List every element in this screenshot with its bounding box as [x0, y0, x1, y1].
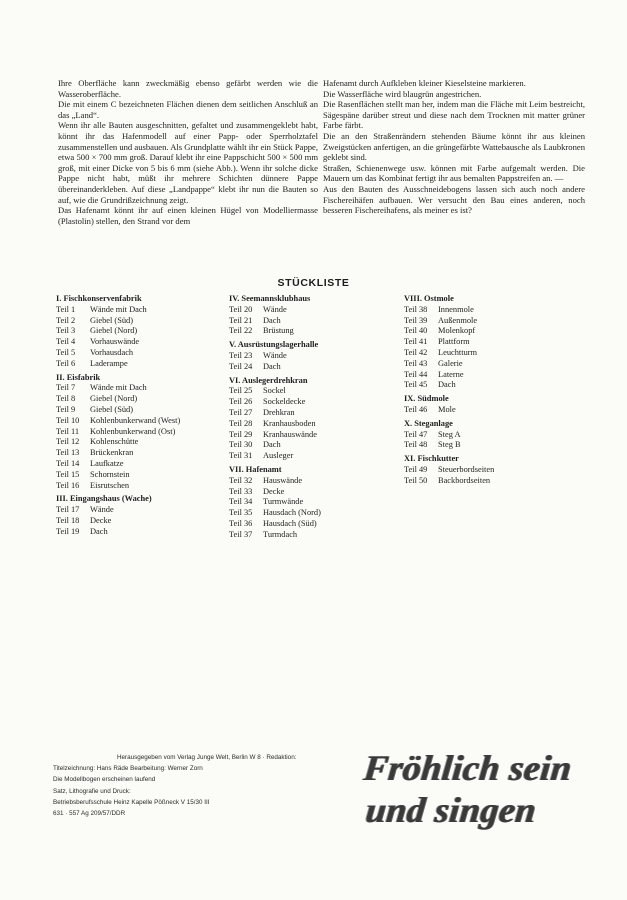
part-number: Teil 22 — [229, 326, 253, 336]
parts-section-title: I. Fischkonservenfabrik — [56, 294, 142, 303]
parts-list-column — [404, 294, 579, 490]
parts-list-item — [56, 383, 231, 394]
part-name: Wände — [263, 304, 287, 314]
part-name: Dach — [263, 440, 281, 450]
imprint-line: Titelzeichnung: Hans Räde Bearbeitung: Werner Zorn — [53, 765, 203, 773]
parts-section — [56, 294, 231, 370]
part-name: Decke — [263, 486, 285, 496]
part-number: Teil 32 — [229, 475, 253, 485]
part-number: Teil 17 — [56, 505, 80, 515]
part-name: Steg A — [438, 429, 461, 439]
parts-list-item — [56, 505, 231, 516]
part-name: Außenmole — [438, 315, 478, 325]
part-name: Laderampe — [90, 358, 128, 368]
parts-section-title: VII. Hafenamt — [229, 464, 282, 474]
parts-section — [229, 294, 404, 337]
part-name: Wände — [90, 505, 114, 515]
part-number: Teil 28 — [229, 418, 253, 428]
part-name: Giebel (Süd) — [90, 315, 134, 325]
part-number: Teil 14 — [56, 458, 80, 468]
part-number: Teil 50 — [404, 475, 428, 485]
part-name: Vorhauswände — [90, 337, 140, 347]
parts-list-item — [56, 427, 231, 438]
part-number: Teil 26 — [229, 397, 253, 407]
part-number: Teil 9 — [56, 404, 76, 414]
instruction-paragraph: Die Wasserfläche wird blaugrün angestrichen. — [323, 88, 482, 99]
part-number: Teil 16 — [56, 480, 80, 490]
parts-list-item — [404, 440, 579, 451]
part-name: Hauswände — [263, 475, 303, 485]
instruction-paragraph: Ihre Oberfläche kann zweckmäßig ebenso gefärbt werden wie die Wasseroberfläche. — [58, 78, 318, 99]
parts-list-item — [56, 305, 231, 316]
parts-list-item — [56, 359, 231, 370]
parts-section-title: VIII. Ostmole — [404, 294, 454, 303]
part-name: Eisrutschen — [90, 480, 130, 490]
parts-list-item — [56, 527, 231, 538]
part-name: Giebel (Süd) — [90, 404, 134, 414]
part-number: Teil 31 — [229, 451, 253, 461]
part-name: Kohlenbunkerwand (Ost) — [90, 426, 176, 436]
parts-list-item — [404, 476, 579, 487]
parts-list-item — [404, 405, 579, 416]
part-name: Schornstein — [90, 469, 130, 479]
parts-list-item — [404, 326, 579, 337]
parts-list-column — [56, 294, 231, 541]
series-stamp-logo — [361, 748, 594, 840]
parts-section — [404, 454, 579, 486]
part-number: Teil 7 — [56, 383, 76, 393]
instruction-paragraph: Wenn ihr alle Bauten ausgeschnitten, gefaltet und zusammengeklebt habt, könnt ihr das Hafenmodell auf einer Papp- oder Sperrholztafel zusammenstellen und ausbauen. Als Grundplatte wählt ihr ein Stück Pappe, etwa 500 × 700 mm groß. Darauf klebt ihr eine Pappschicht 500 × 500 mm groß, mit einer Dicke von 5 bis 6 mm (siehe Abb.). Wenn ihr solche dicke Pappe nicht habt, müßt ihr mehrere Schichten dünnere Pappe übereinanderkleben. Auf diese „Landpappe“ klebt ihr nun die Bauten so auf, wie die Grundrißzeichnung zeigt. — [58, 120, 318, 205]
part-number: Teil 40 — [404, 326, 428, 336]
parts-list-item — [229, 397, 404, 408]
part-name: Dach — [90, 526, 108, 536]
part-name: Brückenkran — [90, 448, 134, 458]
part-name: Galerie — [438, 358, 463, 368]
parts-list-item — [56, 437, 231, 448]
part-number: Teil 41 — [404, 337, 428, 347]
part-name: Sockel — [263, 386, 286, 396]
parts-list-column — [229, 294, 404, 544]
parts-list-item — [229, 419, 404, 430]
part-name: Mole — [438, 404, 456, 414]
parts-list-item — [404, 348, 579, 359]
imprint-line: Satz, Lithografie und Druck: — [53, 787, 131, 795]
parts-list-item — [229, 305, 404, 316]
parts-section — [229, 340, 404, 372]
parts-section-title: X. Steganlage — [404, 418, 453, 428]
parts-list-item — [404, 305, 579, 316]
part-number: Teil 1 — [56, 304, 76, 314]
part-number: Teil 45 — [404, 380, 428, 390]
parts-list-item — [404, 430, 579, 441]
part-name: Drehkran — [263, 407, 295, 417]
part-name: Kohlenbunkerwand (West) — [90, 415, 181, 425]
part-number: Teil 49 — [404, 464, 428, 474]
imprint-line: Betriebsberufsschule Heinz Kapelle Pößneck V 15/30 III — [53, 798, 210, 806]
parts-list-item — [56, 416, 231, 427]
instruction-paragraph: Die an den Straßenrändern stehenden Bäume könnt ihr aus kleinen Zweigstücken anfertigen, an die grüngefärbte Wattebausche als Laubkronen geklebt sind. — [323, 130, 585, 163]
parts-section — [404, 394, 579, 416]
part-name: Backbordseiten — [438, 475, 491, 485]
imprint-line: Die Modellbogen erscheinen laufend — [53, 776, 156, 784]
part-number: Teil 39 — [404, 315, 428, 325]
parts-list-item — [229, 408, 404, 419]
part-number: Teil 24 — [229, 361, 253, 371]
parts-section-title: II. Eisfabrik — [56, 372, 101, 382]
part-name: Leuchtturm — [438, 347, 478, 357]
parts-list-item — [56, 337, 231, 348]
part-number: Teil 44 — [404, 369, 428, 379]
parts-list-item — [404, 380, 579, 391]
part-name: Giebel (Nord) — [90, 394, 138, 404]
part-name: Molenkopf — [438, 326, 476, 336]
part-number: Teil 8 — [56, 394, 76, 404]
part-number: Teil 47 — [404, 429, 428, 439]
part-name: Giebel (Nord) — [90, 326, 138, 336]
stamp-line-1: Fröhlich sein — [361, 748, 574, 788]
parts-list-item — [229, 497, 404, 508]
parts-section-title: XI. Fischkutter — [404, 454, 459, 464]
parts-list-item — [229, 440, 404, 451]
part-name: Plattform — [438, 337, 470, 347]
parts-list-item — [229, 316, 404, 327]
parts-section-title: V. Ausrüstungslagerhalle — [229, 340, 319, 350]
part-number: Teil 38 — [404, 304, 428, 314]
parts-list-item — [229, 430, 404, 441]
part-name: Dach — [263, 361, 281, 371]
parts-section-title: IV. Seemannsklubhaus — [229, 294, 311, 303]
part-name: Laufkatze — [90, 458, 124, 468]
part-number: Teil 35 — [229, 508, 253, 518]
parts-section-title: VI. Auslegerdrehkran — [229, 375, 308, 385]
parts-section — [229, 465, 404, 541]
parts-list-item — [56, 470, 231, 481]
instructions-right-column — [323, 78, 585, 216]
part-number: Teil 3 — [56, 326, 76, 336]
part-number: Teil 34 — [229, 497, 253, 507]
parts-list-item — [56, 316, 231, 327]
part-name: Kranhauswände — [263, 429, 317, 439]
part-number: Teil 12 — [56, 437, 80, 447]
parts-list-item — [56, 459, 231, 470]
parts-list-item — [404, 370, 579, 381]
parts-list-item — [404, 465, 579, 476]
parts-list-item — [229, 351, 404, 362]
part-name: Dach — [263, 315, 281, 325]
parts-section — [404, 294, 579, 391]
part-number: Teil 13 — [56, 448, 80, 458]
part-number: Teil 10 — [56, 415, 80, 425]
part-name: Wände mit Dach — [90, 383, 147, 393]
parts-list-item — [229, 487, 404, 498]
instruction-paragraph: Die mit einem C bezeichneten Flächen dienen dem seitlichen Anschluß an das „Land“. — [58, 99, 318, 120]
part-name: Wände — [263, 350, 287, 360]
part-number: Teil 37 — [229, 529, 253, 539]
part-number: Teil 25 — [229, 386, 253, 396]
part-number: Teil 21 — [229, 315, 253, 325]
part-number: Teil 33 — [229, 486, 253, 496]
part-name: Laterne — [438, 369, 464, 379]
parts-list-item — [229, 519, 404, 530]
parts-list-item — [229, 508, 404, 519]
part-name: Steg B — [438, 440, 461, 450]
imprint-line: 631 · 557 Ag 209/57/DDR — [53, 810, 126, 818]
part-number: Teil 29 — [229, 429, 253, 439]
parts-list-title: STÜCKLISTE — [277, 277, 350, 289]
parts-list-item — [56, 348, 231, 359]
part-name: Steuerbordseiten — [438, 464, 495, 474]
parts-list-item — [229, 530, 404, 541]
parts-section — [229, 376, 404, 462]
parts-section-title: III. Eingangshaus (Wache) — [56, 494, 152, 504]
parts-list-item — [229, 476, 404, 487]
part-name: Kohlenschütte — [90, 437, 139, 447]
parts-section — [404, 419, 579, 451]
part-number: Teil 46 — [404, 404, 428, 414]
part-number: Teil 20 — [229, 304, 253, 314]
part-number: Teil 15 — [56, 469, 80, 479]
parts-list-item — [404, 337, 579, 348]
parts-list-item — [56, 405, 231, 416]
part-name: Vorhausdach — [90, 347, 134, 357]
parts-section — [56, 373, 231, 492]
parts-list-item — [56, 516, 231, 527]
parts-list-item — [56, 394, 231, 405]
parts-section-title: IX. Südmole — [404, 394, 449, 404]
parts-list-item — [229, 326, 404, 337]
parts-list-item — [56, 448, 231, 459]
part-name: Hausdach (Nord) — [263, 508, 321, 518]
part-name: Dach — [438, 380, 456, 390]
part-number: Teil 30 — [229, 440, 253, 450]
parts-list-item — [229, 362, 404, 373]
part-name: Turmdach — [263, 529, 298, 539]
part-name: Wände mit Dach — [90, 304, 147, 314]
part-name: Hausdach (Süd) — [263, 518, 317, 528]
instructions-left-column — [58, 78, 318, 226]
part-name: Innenmole — [438, 304, 474, 314]
parts-list-item — [56, 481, 231, 492]
part-name: Turmwände — [263, 497, 304, 507]
part-number: Teil 42 — [404, 347, 428, 357]
instruction-paragraph: Aus den Bauten des Ausschneidebogens lassen sich auch noch andere Fischereihäfen aufbauen. Wer versucht den Bau eines anderen, noch besseren Fischereihafens, als meiner es ist? — [323, 183, 585, 216]
instruction-paragraph: Die Rasenflächen stellt man her, indem man die Fläche mit Leim bestreicht, Sägespäne darüber streut und diese nach dem Trocknen mit matter grüner Farbe färbt. — [323, 99, 585, 131]
part-number: Teil 23 — [229, 350, 253, 360]
part-name: Decke — [90, 515, 112, 525]
part-number: Teil 19 — [56, 526, 80, 536]
part-number: Teil 27 — [229, 407, 253, 417]
part-number: Teil 11 — [56, 426, 80, 436]
part-number: Teil 48 — [404, 440, 428, 450]
instruction-paragraph: Straßen, Schienenwege usw. können mit Farbe aufgemalt werden. Die Mauern um das Kombinat fertigt ihr aus bemalten Pappstreifen an. — — [323, 162, 585, 184]
part-name: Sockeldecke — [263, 397, 306, 407]
part-name: Brüstung — [263, 326, 294, 336]
parts-list-item — [229, 386, 404, 397]
parts-list-item — [229, 451, 404, 462]
parts-section — [56, 494, 231, 537]
part-number: Teil 43 — [404, 358, 428, 368]
part-name: Kranhausboden — [263, 418, 316, 428]
part-name: Ausleger — [263, 451, 294, 461]
part-number: Teil 18 — [56, 515, 80, 525]
imprint-line: Herausgegeben vom Verlag Junge Welt, Berlin W 8 · Redaktion: — [117, 754, 297, 761]
parts-list-item — [56, 326, 231, 337]
parts-list-item — [404, 316, 579, 327]
instruction-paragraph: Hafenamt durch Aufkleben kleiner Kieselsteine markieren. — [323, 78, 526, 88]
part-number: Teil 4 — [56, 337, 76, 347]
parts-list-item — [404, 359, 579, 370]
part-number: Teil 2 — [56, 315, 76, 325]
part-number: Teil 5 — [56, 347, 76, 357]
part-number: Teil 36 — [229, 518, 253, 528]
stamp-line-2: und singen — [363, 790, 539, 830]
imprint — [53, 752, 383, 819]
part-number: Teil 6 — [56, 358, 76, 368]
instruction-paragraph: Das Hafenamt könnt ihr auf einen kleinen Hügel von Modelliermasse (Plastolin) stellen, den Strand vor dem — [58, 205, 318, 226]
